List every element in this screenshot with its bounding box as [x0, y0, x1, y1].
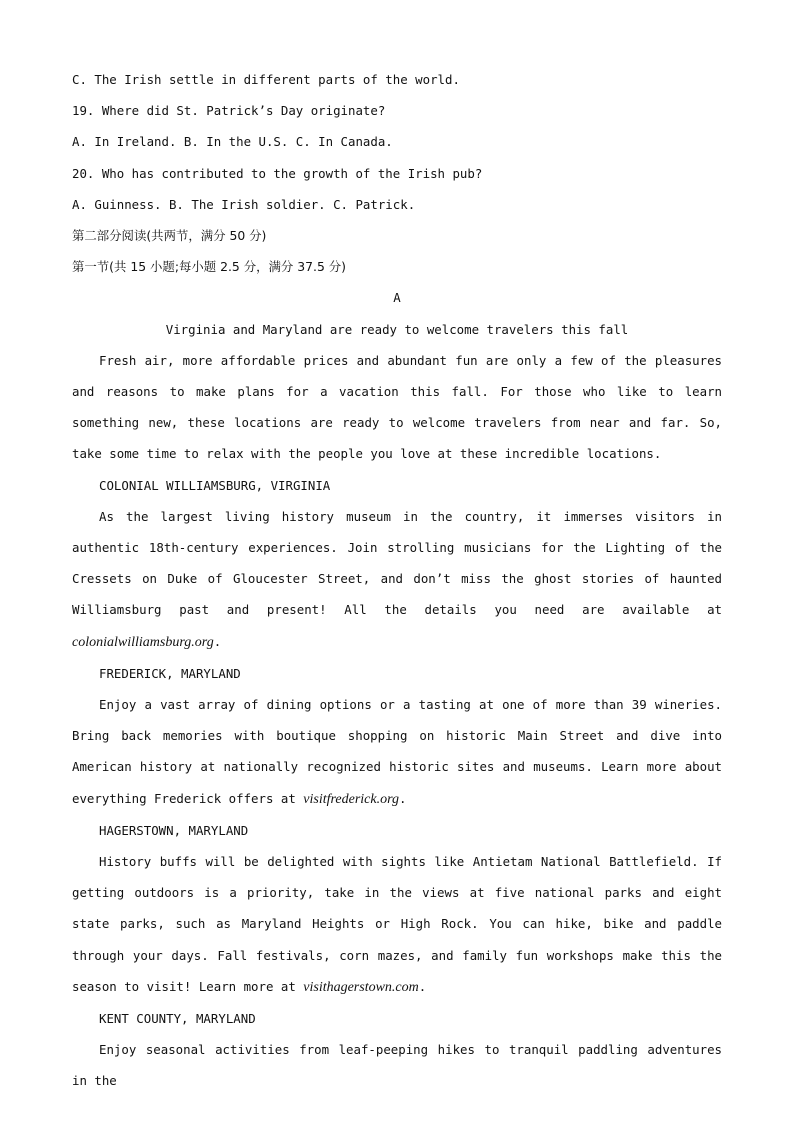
intro-paragraph: Fresh air, more affordable prices and abundant fun are only a few of the pleasures and reasons to make plans for a vacation this fall. For those who like to learn something new, these locations are ready to welcome travelers from near and far. So, take some time to relax with the people you love at these incredible locations. [72, 352, 722, 462]
punctuation: . [418, 978, 427, 994]
location-paragraph [72, 1034, 722, 1096]
location-text: As the largest living history museum in the country, it immerses visitors in authentic 18th-century experiences. Join strolling musicians for the Lighting of the Cressets on Duke of Gloucester Street, and don’t miss the ghost stories of haunted Williamsburg past and present! All the details you need are available at [72, 508, 722, 618]
question-20-options: A. Guinness. B. The Irish soldier. C. Patrick. [72, 196, 416, 212]
location-paragraph [72, 689, 722, 815]
passage-letter: A [393, 290, 401, 306]
location-paragraph [72, 501, 722, 658]
location-heading: FREDERICK, MARYLAND [99, 665, 241, 681]
location-text: Enjoy seasonal activities from leaf-peeping hikes to tranquil paddling adventures in the [72, 1042, 722, 1089]
document-page [72, 64, 722, 1097]
punctuation: . [399, 790, 407, 806]
location-text: Enjoy a vast array of dining options or a tasting at one of more than 39 wineries. Bring back memories with boutique shopping on historic Main Street and dive into American history at nationally recognized historic sites and museums. Learn more about everything Frederick offers at [72, 696, 722, 806]
website-link[interactable]: visithagerstown.com [303, 979, 419, 995]
location-heading: HAGERSTOWN, MARYLAND [99, 822, 249, 838]
location-heading: KENT COUNTY, MARYLAND [99, 1010, 256, 1026]
question-18-option-c: C. The Irish settle in different parts of the world. [72, 72, 460, 87]
website-link[interactable]: colonialwilliamsburg.org [72, 634, 214, 650]
section-heading: 第一节(共 15 小题;每小题 2.5 分，满分 37.5 分) [72, 259, 347, 275]
location-heading: COLONIAL WILLIAMSBURG, VIRGINIA [99, 477, 331, 493]
website-link[interactable]: visitfrederick.org [303, 791, 400, 807]
location-paragraph [72, 846, 722, 1003]
passage-title: Virginia and Maryland are ready to welcome travelers this fall [165, 321, 629, 337]
location-text: History buffs will be delighted with sights like Antietam National Battlefield. If getting outdoors is a priority, take in the views at five national parks and eight state parks, such as Maryland Heights or High Rock. You can hike, bike and paddle through your days. Fall festivals, corn mazes, and family fun workshops make this the season to visit! Learn more at [72, 853, 722, 994]
question-19-options: A. In Ireland. B. In the U.S. C. In Canada. [72, 134, 393, 150]
punctuation: . [213, 633, 222, 649]
part-heading: 第二部分阅读(共两节，满分 50 分) [72, 227, 267, 243]
question-19: 19. Where did St. Patrick’s Day originate? [72, 103, 386, 119]
question-20: 20. Who has contributed to the growth of the Irish pub? [72, 165, 483, 181]
